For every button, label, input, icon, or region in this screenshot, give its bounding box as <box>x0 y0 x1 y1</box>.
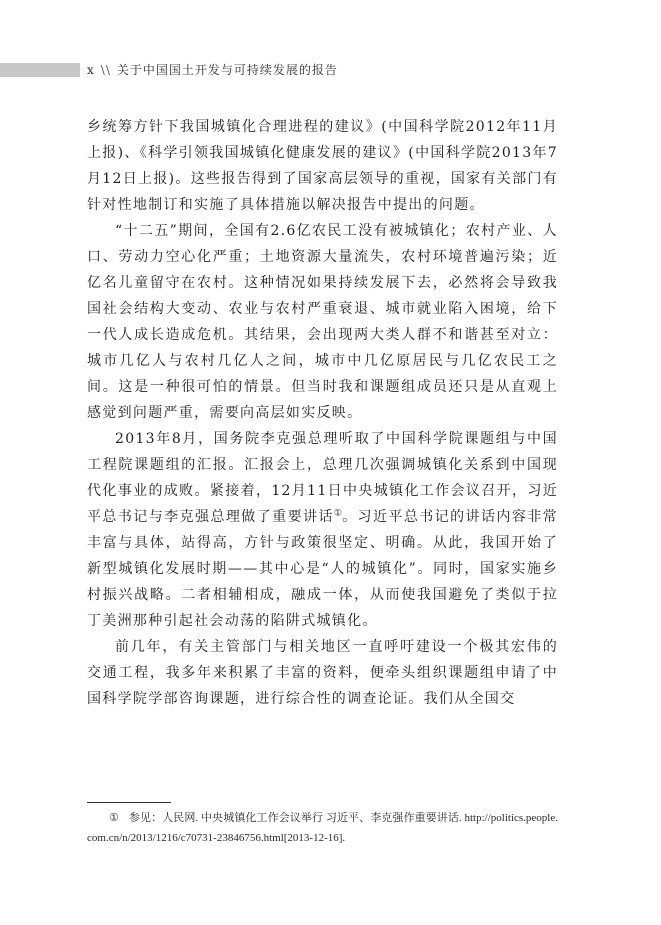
paragraph-2: “十二五”期间，全国有2.6亿农民工没有被城镇化；农村产业、人口、劳动力空心化严重；土地资源大量流失，农村环境普遍污染；近亿名儿童留守在农村。这种情况如果持续发展下去，必然将会导致我国社会结构大变动、农业与农村严重衰退、城市就业陷入困境，给下一代人成长造成危机。其结果，会出现两大类人群不和谐甚至对立：城市几亿人与农村几亿人之间，城市中几亿原居民与几亿农民工之间。这是一种很可怕的情景。但当时我和课题组成员还只是从直观上感觉到问题严重，需要向高层如实反映。 <box>87 223 558 421</box>
paragraph-3-text-after: 。习近平总书记的讲话内容非常丰富与具体，站得高，方针与政策很坚定、明确。从此，我国开始了新型城镇化发展时期——其中心是“人的城镇化”。同时，国家实施乡村振兴战略。二者相辅相成，融成一体，从而使我国避免了类似于拉丁美洲那种引起社会动荡的陷阱式城镇化。 <box>87 509 558 629</box>
paragraph-3 <box>87 426 558 634</box>
paragraph-1: 乡统筹方针下我国城镇化合理进程的建议》(中国科学院2012年11月上报)、《科学引领我国城镇化健康发展的建议》(中国科学院2013年7月12日上报)。这些报告得到了国家高层领导的重视，国家有关部门有针对性地制订和实施了具体措施以解决报告中提出的问题。 <box>87 119 558 213</box>
paragraph-3-text-before: 2013年8月，国务院李克强总理听取了中国科学院课题组与中国工程院课题组的汇报。汇报会上，总理几次强调城镇化关系到中国现代化事业的成败。紧接着，12月11日中央城镇化工作会议召开，习近平总书记与李克强总理做了重要讲话 <box>87 431 558 525</box>
page-number: x <box>87 63 95 77</box>
running-header <box>87 62 338 78</box>
footnote-divider <box>87 802 171 803</box>
footnote <box>87 808 558 848</box>
header-separator: \\ <box>100 63 111 77</box>
header-gray-bar <box>0 63 80 77</box>
paragraph-4: 前几年，有关主管部门与相关地区一直呼吁建设一个极其宏伟的交通工程，我多年来积累了丰富的资料，便牵头组织课题组申请了中国科学院学部咨询课题，进行综合性的调查论证。我们从全国交 <box>87 639 558 707</box>
body-text <box>87 114 558 712</box>
footnote-text: 参见：人民网. 中央城镇化工作会议举行 习近平、李克强作重要讲话. http://politics.people.com.cn/n/2013/1216/c70731-23846756.html[2013-12-16]. <box>87 812 558 844</box>
footnote-marker: ① <box>109 812 119 824</box>
running-header-title: 关于中国国土开发与可持续发展的报告 <box>116 63 338 77</box>
footnote-reference[interactable]: ① <box>333 508 343 519</box>
